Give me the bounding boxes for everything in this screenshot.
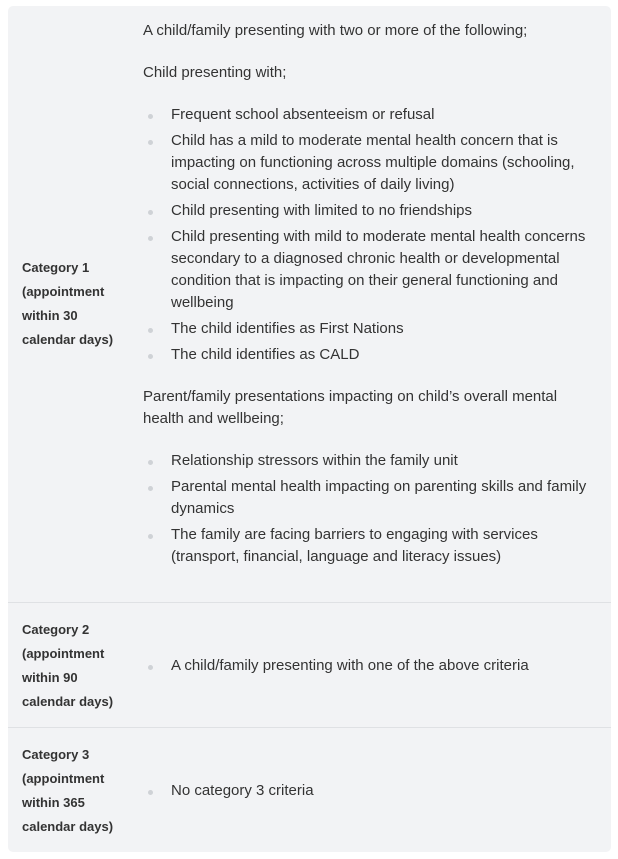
category-label-line: calendar days) <box>22 693 114 709</box>
category-label-line: (appointment <box>22 770 105 786</box>
list-item: Relationship stressors within the family unit <box>171 450 601 472</box>
list-item: The family are facing barriers to engaging with services (transport, financial, language and literacy issues) <box>171 524 601 568</box>
list-item: The child identifies as CALD <box>171 344 601 366</box>
category-2-row <box>8 602 611 728</box>
category-label-line: within 30 <box>22 308 78 323</box>
category-label-line: Category 3 <box>22 746 90 762</box>
category-3-row <box>8 727 611 852</box>
category-label-line: Category 2 <box>22 621 90 637</box>
list-item: A child/family presenting with one of the above criteria <box>171 655 529 677</box>
category-label-line: within 90 <box>22 669 78 685</box>
category-2-criteria-list <box>143 655 529 677</box>
category-3-criteria <box>128 728 611 852</box>
child-criteria-list <box>143 104 601 366</box>
category-label-line: within 365 <box>22 794 85 810</box>
category-1-row <box>8 6 611 602</box>
category-label-line: calendar days) <box>22 818 114 834</box>
category-2-label <box>8 603 128 728</box>
category-label-line: Category 1 <box>22 260 90 275</box>
list-item: Frequent school absenteeism or refusal <box>171 104 601 126</box>
triage-criteria-table <box>8 6 611 852</box>
category-label-line: (appointment <box>22 645 105 661</box>
list-item: No category 3 criteria <box>171 780 314 802</box>
list-item: Child presenting with limited to no friendships <box>171 200 601 222</box>
category-3-label <box>8 728 128 852</box>
category-2-criteria <box>128 603 611 728</box>
category-label-line: calendar days) <box>22 332 114 347</box>
list-item: Child presenting with mild to moderate mental health concerns secondary to a diagnosed chronic health or developmental condition that is impacting on their general functioning and wellbeing <box>171 226 601 314</box>
list-item: Parental mental health impacting on parenting skills and family dynamics <box>171 476 601 520</box>
category-1-label <box>8 6 128 602</box>
list-item: Child has a mild to moderate mental health concern that is impacting on functioning across multiple domains (schooling, social connections, activities of daily living) <box>171 130 601 196</box>
child-heading: Child presenting with; <box>143 64 287 81</box>
category-3-criteria-list <box>143 780 314 802</box>
category-label-line: (appointment <box>22 284 105 299</box>
criteria-intro: A child/family presenting with two or more of the following; <box>143 22 528 39</box>
parent-criteria-list <box>143 450 601 568</box>
category-1-criteria <box>128 6 611 602</box>
parent-heading: Parent/family presentations impacting on child’s overall mental health and wellbeing; <box>143 388 558 427</box>
list-item: The child identifies as First Nations <box>171 318 601 340</box>
